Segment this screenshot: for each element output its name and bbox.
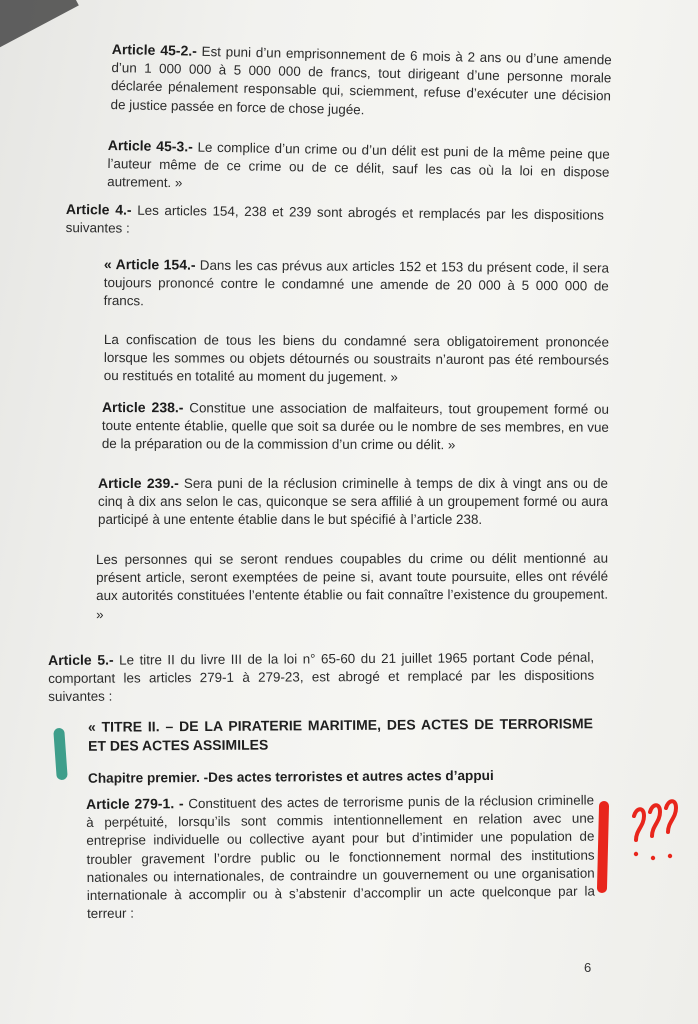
page-fold-shadow (0, 0, 79, 48)
article-text: Constitue une association de malfaiteurs, tout groupement formé ou toute entente établie, quelle que soit sa durée ou le nombre de ses membres, en vue de la préparation ou de la commission d’un crime ou délit. » (101, 400, 609, 453)
article-text: Sera puni de la réclusion criminelle à temps de dix à vingt ans ou de cinq à dix ans selon le cas, quiconque se sera affilié à un groupement formé ou aura participé à une entente établie dans le but spécifié à l’article 238. (98, 476, 608, 528)
article-279-1 (86, 791, 595, 924)
article-label: Article 238.- (101, 399, 184, 416)
article-label: Article 279-1. - (86, 795, 184, 812)
red-question-mark-1 (634, 809, 644, 840)
article-45-2 (110, 40, 611, 124)
red-dot-1 (634, 852, 638, 856)
article-154-paragraph-2 (104, 331, 609, 388)
red-question-mark-2 (650, 805, 660, 836)
titre-heading (88, 714, 593, 756)
green-highlighter-mark (53, 728, 68, 781)
titre-text: « TITRE II. – DE LA PIRATERIE MARITIME, DES ACTES DE TERRORISME ET DES ACTES ASSIMILES (87, 715, 593, 754)
red-exclamation-marks-annotation (596, 788, 688, 898)
article-text: Est puni d’un emprisonnement de 6 mois à 2 ans ou d’une amende d’un 1 000 000 à 5 000 000 de francs, tout dirigeant d’une personne morale déclarée pénalement responsable qui, sciemment, refuse d’exécuter une décision de justice passée en force de chose jugée. (110, 43, 612, 117)
article-text: Constituent des actes de terrorisme punis de la réclusion criminelle à perpétuité, lorsqu’ils sont commis intentionnellement en relation avec une entreprise individuelle ou collective ayant pour but d’intimider une population de troubler gravement l’ordre public ou le fonctionnement normal des institutions nationales ou internationales, de contraindre un gouvernement ou une organisation internationale à accomplir ou à s’abstenir d’accomplir un acte quelconque par la terreur : (86, 792, 595, 922)
page-number: 6 (584, 960, 592, 975)
chapitre-heading (88, 765, 593, 788)
article-label: Article 239.- (98, 475, 179, 491)
article-label: Article 5.- (48, 651, 114, 668)
red-dot-2 (651, 856, 655, 860)
red-question-mark-3 (666, 801, 676, 832)
article-239-paragraph-2 (96, 550, 608, 624)
article-label-prefix: « (103, 255, 116, 273)
article-label: Article 154.- (115, 256, 196, 273)
article-text: La confiscation de tous les biens du condamné sera obligatoirement prononcée lorsque les sommes ou objets détournés ou soustraits n’auront pas été remboursés ou restitués en totalité au moment du jugement. » (103, 332, 609, 385)
article-text: Les personnes qui se seront rendues coupables du crime ou délit mentionné au présent article, seront exemptées de peine si, avant toute poursuite, elles ont révélé aux autorités constituées l’entente établie ou fait connaître l’existence du groupement. » (96, 550, 609, 622)
article-text: Le titre II du livre III de la loi n° 65-60 du 21 juillet 1965 portant Code pénal, comportant les articles 279-1 à 279-23, est abrogé et remplacé par les dispositions suivantes : (48, 649, 595, 705)
article-45-3 (107, 136, 610, 200)
article-4 (66, 200, 604, 243)
article-154 (104, 255, 609, 314)
article-5 (48, 648, 594, 707)
article-label: Article 45-2.- (111, 40, 198, 59)
article-238 (102, 398, 609, 455)
red-vertical-stroke (602, 806, 604, 888)
article-text: Le complice d’un crime ou d’un délit est puni de la même peine que l’auteur même de ce crime ou de ce délit, sauf les cas où la loi en dispose autrement. » (107, 139, 610, 191)
chapitre-text: Chapitre premier. -Des actes terroristes et autres actes d’appui (87, 767, 494, 786)
article-239 (98, 474, 608, 530)
article-text: Dans les cas prévus aux articles 152 et 153 du présent code, il sera toujours prononcé contre le condamné une amende de 20 000 à 5 000 000 de francs. (103, 257, 609, 309)
article-label: Article 45-3.- (107, 136, 193, 155)
article-label: Article 4.- (65, 200, 132, 218)
article-text: Les articles 154, 238 et 239 sont abrogés et remplacés par les dispositions suivantes : (65, 202, 604, 236)
red-dot-3 (668, 854, 672, 858)
